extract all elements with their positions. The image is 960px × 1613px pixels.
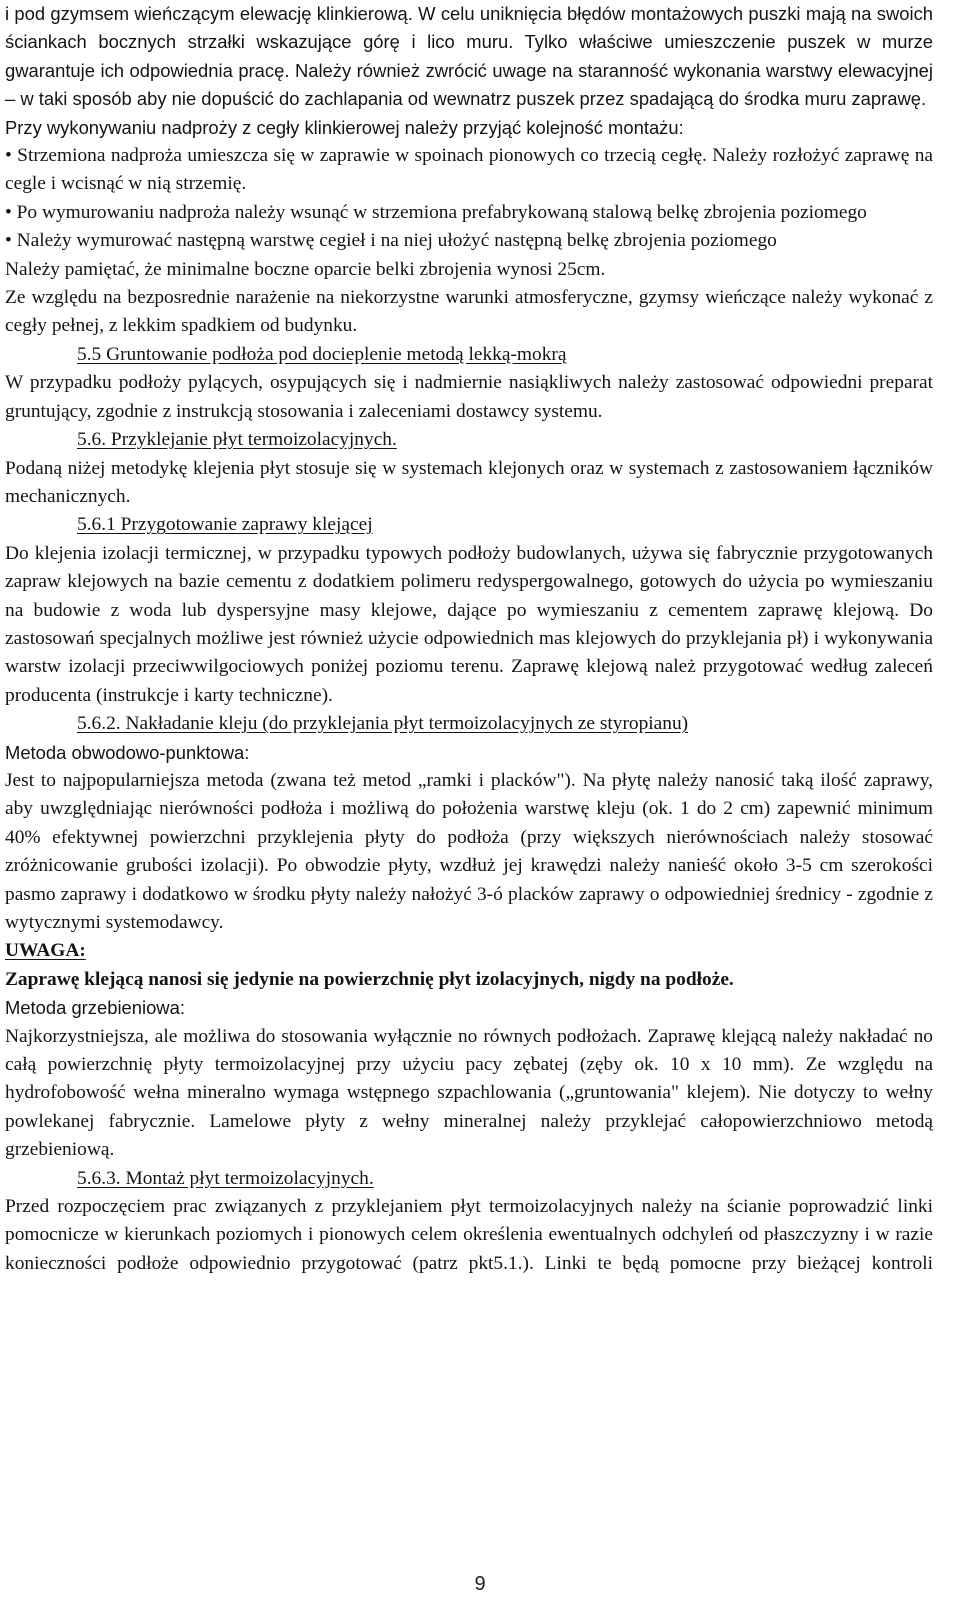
section-heading: 5.6.3. Montaż płyt termoizolacyjnych. — [77, 1167, 374, 1189]
paragraph: Przy wykonywaniu nadproży z cegły klinkierowej należy przyjąć kolejność montażu: — [5, 116, 684, 138]
paragraph: Należy pamiętać, że minimalne boczne oparcie belki zbrojenia wynosi 25cm. — [5, 258, 606, 280]
section-heading: 5.6.1 Przygotowanie zaprawy klejącej — [77, 514, 373, 536]
paragraph: Podaną niżej metodykę klejenia płyt stosuje się w systemach klejonych oraz w systemach z zastosowaniem łączników mechanicznych. — [5, 457, 933, 507]
paragraph: Metoda obwodowo-punktowa: — [5, 741, 250, 763]
page-number: 9 — [474, 1573, 486, 1595]
paragraph: Do klejenia izolacji termicznej, w przypadku typowych podłoży budowlanych, używa się fabrycznie przygotowanych zapraw klejowych na bazie cementu z dodatkiem polimeru redyspergowalnego, gotowych do użycia po wymieszaniu na budowie z woda lub dyspersyjne masy klejowe, dające po wymieszaniu z cementem zaprawę klejową. Do zastosowań specjalnych możliwe jest również użycie odpowiednich mas klejowych do przyklejania pł) i wykonywania warstw izolacji przeciwwilgociowych poniżej poziomu terenu. Zaprawę klejową należ przygotować według zaleceń producenta (instrukcje i karty techniczne). — [5, 542, 933, 706]
section-heading: 5.6.2. Nakładanie kleju (do przyklejania płyt termoizolacyjnych ze styropianu) — [77, 713, 689, 735]
section-heading: 5.5 Gruntowanie podłoża pod docieplenie metodą lekką-mokrą — [77, 343, 567, 365]
bullet-item: • Po wymurowaniu nadproża należy wsunąć w strzemiona prefabrykowaną stalową belkę zbrojenia poziomego — [5, 201, 867, 223]
bullet-item: • Należy wymurować następną warstwę cegieł i na niej ułożyć następną belkę zbrojenia poziomego — [5, 230, 777, 252]
paragraph: Przed rozpoczęciem prac związanych z przyklejaniem płyt termoizolacyjnych należy na ścianie poprowadzić linki pomocnicze w kierunkach poziomych i pionowych celem określenia ewentualnych odchyleń od płaszczyzny i w razie konieczności podłoże odpowiednio przygotować (patrz pkt5.1.). Linki te będą pomocne przy bieżącej kontroli — [5, 1196, 933, 1274]
paragraph: Ze względu na bezposrednie narażenie na niekorzystne warunki atmosferyczne, gzymsy wieńczące należy wykonać z cegły pełnej, z lekkim spadkiem od budynku. — [5, 287, 933, 337]
warning-text: Zaprawę klejącą nanosi się jedynie na powierzchnię płyt izolacyjnych, nigdy na podłoże. — [5, 968, 734, 990]
paragraph: i pod gzymsem wieńczącym elewację klinkierową. W celu uniknięcia błędów montażowych puszki mają na swoich ściankach bocznych strzałki wskazujące górę i lico muru. Tylko właściwe umieszczenie puszek w murze gwarantuje ich odpowiednia pracę. Należy również zwrócić uwage na staranność wykonania warstwy elewacyjnej – w taki sposób aby nie dopuścić do zachlapania od wewnatrz puszek przez spadającą do środka muru zaprawę. — [5, 3, 933, 110]
paragraph: W przypadku podłoży pylących, osypujących się i nadmiernie nasiąkliwych należy zastosować odpowiedni preparat gruntujący, zgodnie z instrukcją stosowania i zaleceniami dostawcy systemu. — [5, 372, 933, 422]
document-page — [5, 0, 933, 1278]
bullet-item: • Strzemiona nadproża umieszcza się w zaprawie w spoinach pionowych co trzecią cegłę. Należy rozłożyć zaprawę na cegle i wcisnąć w nią strzemię. — [5, 145, 933, 195]
paragraph: Jest to najpopularniejsza metoda (zwana też metod „ramki i placków"). Na płytę należy nanosić taką ilość zaprawy, aby uwzględniając nierówności podłoża i możliwą do położenia warstwę kleju (ok. 1 do 2 cm) zapewnić minimum 40% efektywnej powierzchni przyklejenia płyty do podłoża (przy większych nierównościach należy stosować zróżnicowanie grubości izolacji). Po obwodzie płyty, wzdłuż jej krawędzi należy nanieść około 3-5 cm szerokości pasmo zaprawy i dodatkowo w środku płyty należy nałożyć 3-ó placków zaprawy o odpowiedniej średnicy - zgodnie z wytycznymi systemodawcy. — [5, 769, 933, 933]
section-heading: 5.6. Przyklejanie płyt termoizolacyjnych. — [77, 429, 397, 451]
paragraph: Metoda grzebieniowa: — [5, 997, 185, 1019]
warning-label: UWAGA: — [5, 940, 86, 962]
paragraph: Najkorzystniejsza, ale możliwa do stosowania wyłącznie no równych podłożach. Zaprawę klejącą należy nakładać no całą powierzchnię płyty termoizolacyjnej przy użyciu pacy zębatej (zęby ok. 10 x 10 mm). Ze względu na hydrofobowość wełna mineralno wymaga wstępnego szpachlowania („gruntowania" klejem). Nie dotyczy to wełny powlekanej fabrycznie. Lamelowe płyty z wełny mineralnej należy przyklejać całopowierzchniowo metodą grzebieniową. — [5, 1025, 933, 1161]
